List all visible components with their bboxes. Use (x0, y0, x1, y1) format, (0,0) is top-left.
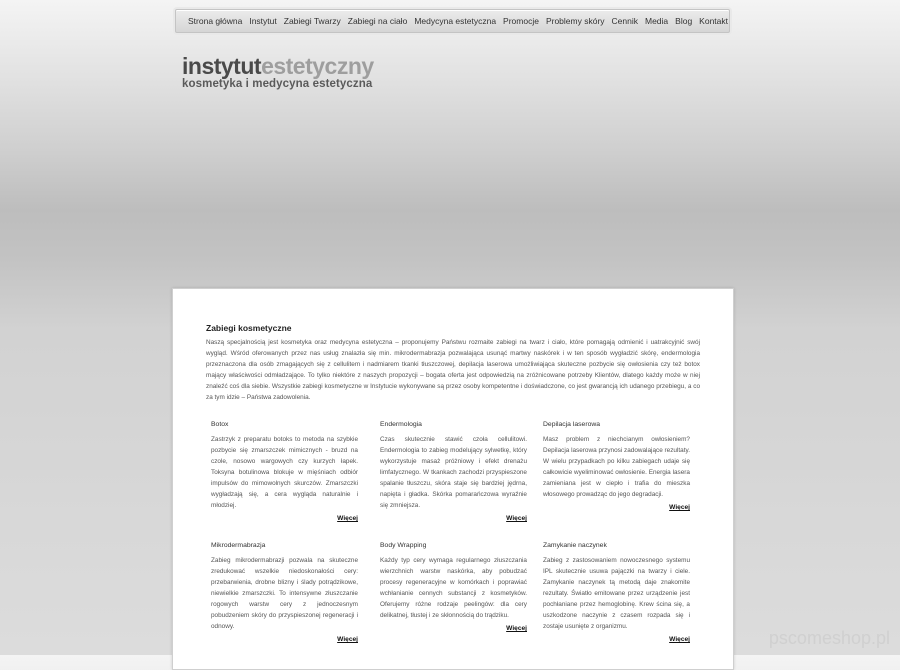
nav-item-kontakt[interactable]: Kontakt (699, 16, 728, 26)
watermark: pscomeshop.pl (768, 628, 890, 648)
treatment-mikrodermabrazja (211, 542, 358, 643)
logo-tagline: kosmetyka i medycyna estetyczna (182, 78, 373, 90)
more-link-depilacja[interactable]: Więcej (669, 504, 690, 511)
more-link-endermologia[interactable]: Więcej (506, 515, 527, 522)
treatment-text: Każdy typ cery wymaga regularnego złuszczania wierzchnich warstw naskórka, aby pobudzać procesy regeneracyjne w komórkach i poprawiać wchłanianie cennych substancji z kosmetyków. Oferujemy różne rodzaje peelingów: dla cery delikatnej, tłustej i ze skłonnością do trądziku. (380, 557, 527, 619)
treatment-depilacja (543, 421, 690, 511)
nav-item-instytut[interactable]: Instytut (249, 16, 277, 26)
treatment-title: Body Wrapping (380, 542, 427, 549)
treatment-text: Zabieg mikrodermabrazji pozwala na skuteczne zredukować wszelkie niedoskonałości cery: przebarwienia, drobne blizny i ślady potrądzikowe, niewielkie zmarszczki. To intensywne złuszczanie rogowych warstw cery z jednoczesnym pobudzeniem skóry do przyspieszonej regeneracji i odnowy. (211, 557, 358, 630)
treatment-botox (211, 421, 358, 522)
nav-item-home[interactable]: Strona główna (188, 16, 243, 26)
treatment-title: Depilacja laserowa (543, 421, 601, 428)
nav-item-zabiegi-na-cialo[interactable]: Zabiegi na ciało (347, 16, 408, 26)
nav-item-zabiegi-twarzy[interactable]: Zabiegi Twarzy (283, 16, 341, 26)
more-link-mikrodermabrazja[interactable]: Więcej (337, 636, 358, 643)
main-nav (175, 9, 730, 33)
page-title: Zabiegi kosmetyczne (206, 323, 292, 333)
treatment-endermologia (380, 421, 527, 522)
treatment-title: Mikrodermabrazja (211, 542, 266, 549)
nav-item-promocje[interactable]: Promocje (503, 16, 539, 26)
site-logo[interactable] (182, 54, 374, 90)
treatment-text: Czas skutecznie stawić czoła cellulitowi. Endermologia to zabieg modelujący sylwetkę, który wykorzystuje masaż próżniowy i efekt drenażu limfatycznego. W tkankach zachodzi przyspieszone spalanie tłuszczu, skóra staje się bardziej jędrna, napięta i gładka. Skórka pomarańczowa wyraźnie się zmniejsza. (380, 436, 527, 509)
nav-item-blog[interactable]: Blog (675, 16, 693, 26)
treatment-text: Masz problem z niechcianym owłosieniem? Depilacja laserowa przynosi zadowalające rezultaty. W wielu przypadkach po kilku zabiegach udaje się całkowicie wyeliminować owłosienie. Energia lasera zamieniana jest w ciepło i trafia do mieszka włosowego prowadząc do jego degradacji. (543, 436, 690, 498)
treatment-title: Endermologia (380, 421, 422, 428)
logo-wordmark (182, 54, 374, 78)
nav-item-media[interactable]: Media (645, 16, 669, 26)
nav-list (176, 10, 729, 32)
treatment-zamykanie-naczynek (543, 542, 690, 643)
intro-text: Naszą specjalnością jest kosmetyka oraz medycyna estetyczna – proponujemy Państwu rozmaite zabiegi na twarz i ciało, które pomagają odmienić i uatrakcyjnić swój wygląd. Wśród oferowanych przez nas usług znalazła się min. mikrodermabrazja pozwalająca usunąć martwy naskórek i w ten sposób wygładzić skórę, endermologia przeznaczona dla osób zmagających się z cellulitem i nadmiarem tkanki tłuszczowej, depilacja laserowa umożliwiająca skuteczne pozbycie się owłosienia czy też botox mający właściwości odmładzające. To tylko niektóre z naszych propozycji – bogata oferta jest odpowiedzią na zróżnicowane potrzeby Klientów, dlatego każdy może w niej znaleźć coś dla siebie. Wszystkie zabiegi kosmetyczne w Instytucie wykonywane są przez osoby kompetentne i doświadczone, co jest gwarancją ich udanego przebiegu, a co za tym idzie – Państwa zadowolenia. (206, 339, 700, 401)
more-link-zamykanie-naczynek[interactable]: Więcej (669, 636, 690, 643)
nav-item-medycyna-estetyczna[interactable]: Medycyna estetyczna (414, 16, 497, 26)
more-link-body-wrapping[interactable]: Więcej (506, 625, 527, 632)
logo-part-instytut: instytut (182, 53, 262, 79)
logo-part-estetyczny: estetyczny (261, 53, 374, 79)
more-link-botox[interactable]: Więcej (337, 515, 358, 522)
treatment-text: Zabieg z zastosowaniem nowoczesnego systemu IPL skutecznie usuwa pajączki na twarzy i ciele. Zamykanie naczynek tą metodą daje znakomite rezultaty. Światło emitowane przez urządzenie jest pochłaniane przez hemoglobinę. Krew ścina się, a uszkodzone naczynie z czasem rozpada się i zostaje usunięte z organizmu. (543, 557, 690, 630)
treatment-text: Zastrzyk z preparatu botoks to metoda na szybkie pozbycie się zmarszczek mimicznych - bruzd na czole, nosowo wargowych czy kurzych łapek. Toksyna botulinowa blokuje w mięśniach odbiór impulsów do mimowolnych skurczów. Zmarszczki wygładzają się, a cera wygląda naturalnie i młodziej. (211, 436, 358, 509)
content-panel (172, 288, 734, 670)
nav-item-problemy-skory[interactable]: Problemy skóry (545, 16, 605, 26)
treatment-body-wrapping (380, 542, 527, 632)
treatment-title: Botox (211, 421, 229, 428)
nav-item-cennik[interactable]: Cennik (611, 16, 638, 26)
treatment-title: Zamykanie naczynek (543, 542, 607, 549)
